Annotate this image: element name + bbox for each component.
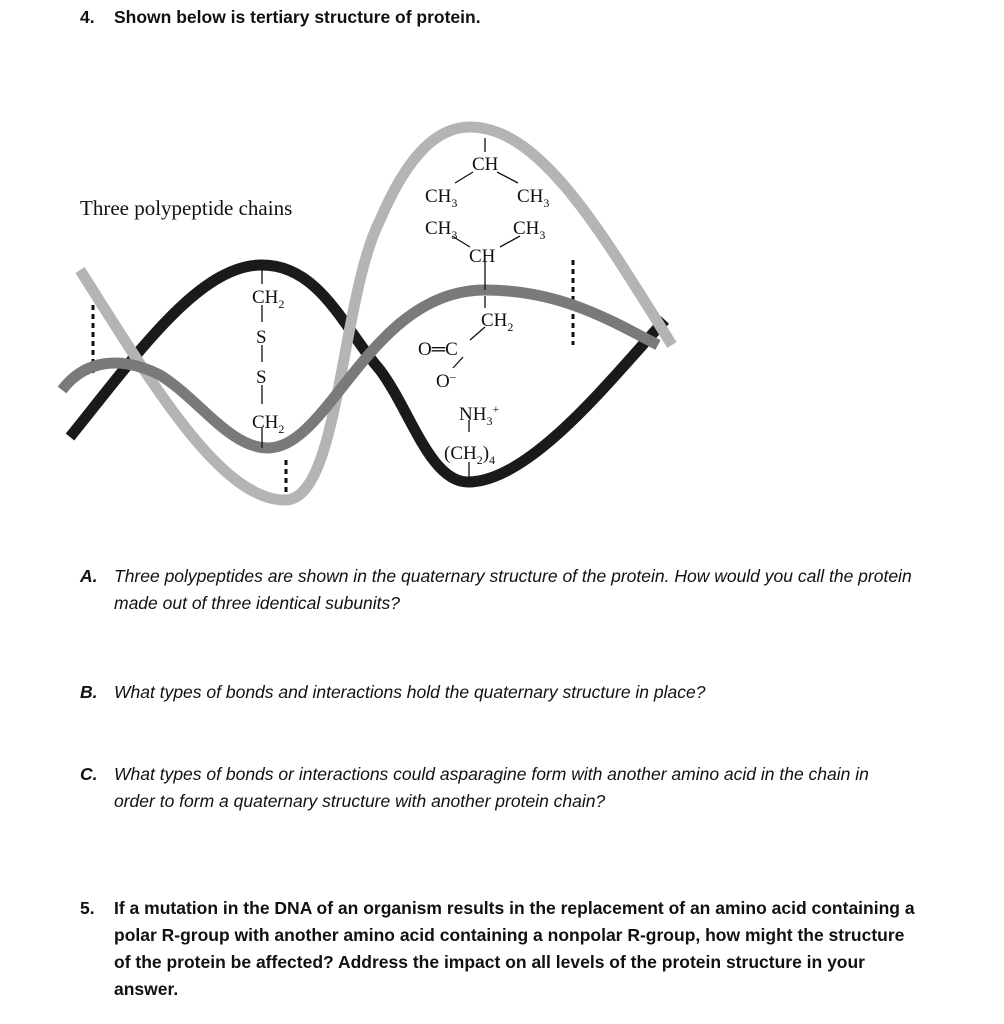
label-ch3: CH <box>513 218 540 239</box>
svg-text:CH2: $CH_2$ <box>481 310 514 334</box>
question-text: What types of bonds and interactions hold the quaternary structure in place? <box>114 682 706 702</box>
label-sulfur: S <box>256 367 267 388</box>
label-ch3: CH <box>425 186 452 207</box>
question-4b <box>80 679 920 706</box>
label-ch: CH <box>472 154 499 175</box>
svg-text:CH2: $CH_2$ <box>252 412 285 436</box>
svg-text:CH2: $CH_2$ <box>252 287 285 311</box>
question-5 <box>80 895 925 1003</box>
svg-text:(CH2)4: $(CH_2)_4$ <box>444 443 496 467</box>
label-ch3: CH <box>517 186 544 207</box>
svg-text:CH3: $CH_3$ <box>517 186 550 210</box>
question-4c <box>80 761 910 815</box>
question-4a <box>80 563 920 617</box>
question-text: If a mutation in the DNA of an organism results in the replacement of an amino acid containing a polar R-group with another amino acid containing a nonpolar R-group, how might the structure of the protein be affected? Address the impact on all levels of the protein structure in your answer. <box>114 898 915 999</box>
svg-text:CH3: $CH_3$ <box>425 218 458 242</box>
label-carbonyl: O═C <box>418 339 458 360</box>
label-oxygen-anion: O <box>436 371 450 392</box>
diagram-caption: Three polypeptide chains <box>80 196 293 220</box>
svg-text:CH3: $CH_3$ <box>425 186 458 210</box>
label-ch2: CH <box>481 310 508 331</box>
question-text: Three polypeptides are shown in the quaternary structure of the protein. How would you call the protein made out of three identical subunits? <box>114 566 912 613</box>
label-ch2: CH <box>252 412 279 433</box>
question-number: 4. <box>80 7 95 27</box>
label-ch3: CH <box>425 218 452 239</box>
label-ch2-4: (CH <box>444 443 477 464</box>
question-number: 5. <box>80 898 95 918</box>
svg-text:O–: O– <box>436 369 456 392</box>
question-text: Shown below is tertiary structure of protein. <box>114 7 481 27</box>
label-ch: CH <box>469 246 496 267</box>
label-sulfur: S <box>256 327 267 348</box>
label-ch2: CH <box>252 287 279 308</box>
question-letter: B. <box>80 682 98 702</box>
svg-text:NH3+: $NH_3^+$ <box>459 402 500 428</box>
question-letter: A. <box>80 566 98 586</box>
question-letter: C. <box>80 764 98 784</box>
label-nh3: NH <box>459 404 487 425</box>
svg-text:CH3: $CH_3$ <box>513 218 546 242</box>
question-text: What types of bonds or interactions could asparagine form with another amino acid in the chain in order to form a quaternary structure with another protein chain? <box>114 764 869 811</box>
